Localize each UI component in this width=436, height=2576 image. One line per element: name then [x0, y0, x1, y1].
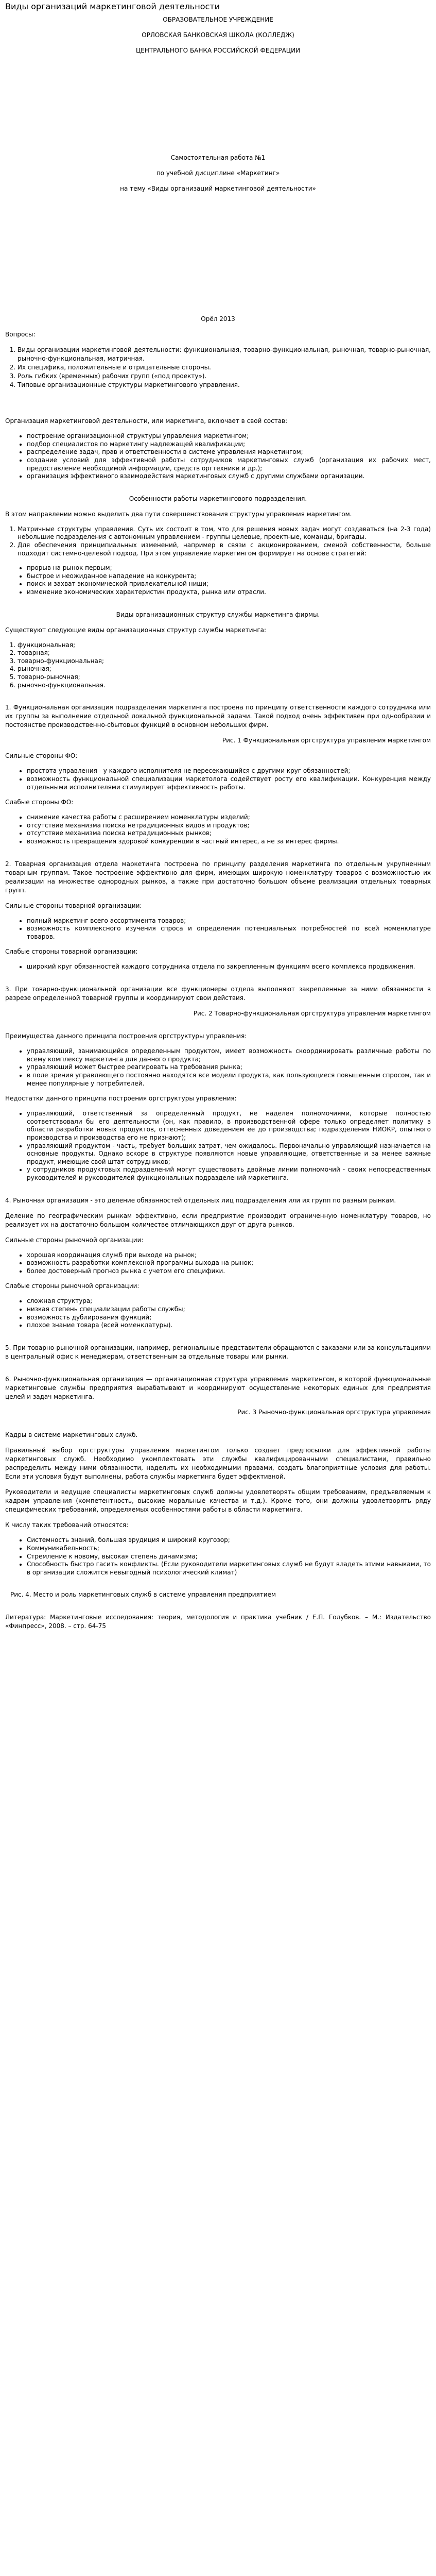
list-item: • отсутствие механизма поиска нетрадиционных видов и продуктов; [27, 822, 431, 830]
intro-list [5, 432, 431, 481]
list-item: • простота управления - у каждого исполнителя не пересекающийся с другими круг обязанностей; [27, 767, 431, 775]
functional-paragraph: 1. Функциональная организация подразделения маркетинга построена по принципу ответственности каждого сотрудника или их группы за выполнение отдельной локальной функциональной задачи. Такой подход очень эффективен при однообразии и постоянстве производственно-сбытовых функций в основном небольших фирм. [5, 704, 431, 729]
advantages-title: Преимущества данного принципа построения оргструктуры управления: [5, 1032, 247, 1040]
city-year: Орёл 2013 [201, 315, 235, 323]
list-item: 6. рыночно-функциональная. [18, 682, 431, 690]
work-discipline: по учебной дисциплине «Маркетинг» [156, 169, 280, 177]
sec2-list [5, 641, 431, 690]
list-item: • изменение экономических характеристик продукта, рынка или отрасли. [27, 588, 431, 597]
disadvantages-title: Недостатки данного принципа построения оргструктуры управления: [5, 1095, 237, 1103]
list-item: • возможность превращения здоровой конкуренции в частный интерес, а не за интерес фирмы. [27, 838, 431, 846]
list-item: 3. товарно-функциональная; [18, 657, 431, 666]
list-item: 4. рыночная; [18, 665, 431, 673]
list-item: 4. Типовые организационные структуры маркетингового управления. [18, 381, 431, 389]
requirements-title: К числу таких требований относятся: [5, 1521, 129, 1529]
list-item: • отсутствие механизма поиска нетрадиционных рынков; [27, 829, 431, 838]
strengths-title: Сильные стороны товарной организации: [5, 902, 142, 909]
list-item: • полный маркетинг всего ассортимента товаров; [27, 917, 431, 925]
section-title: Особенности работы маркетингового подразделения. [129, 495, 307, 502]
requirements-list [5, 1536, 431, 1577]
goods-functional-paragraph: 3. При товарно-функциональной организации все функционеры отдела выполняют закрепленные за ними обязанности в разрезе определенной товарной группы и координируют свои действия. [5, 986, 431, 1002]
list-item: • возможность функциональной специализации маркетолога содействует росту его квалификации. Конкуренция между отдельными исполнителями стимулирует эффективность работы. [27, 775, 431, 791]
strengths-list [5, 1251, 431, 1276]
list-item: 5. товарно-рыночная; [18, 673, 431, 682]
market-paragraph-2: Деление по географическим рынкам эффективно, если предприятие производит ограниченную номенклатуру товаров, но реализует их на достаточно большом количестве отличающихся друг от друга рынков. [5, 1212, 431, 1228]
market-functional-paragraph: 6. Рыночно-функциональная организация — организационная структура управления маркетингом, в которой функциональные маркетинговые службы предприятия вырабатывают и координируют осуществление некоторых единых для предприятия целей и задач маркетинга. [5, 1375, 431, 1400]
institution-line: ОБРАЗОВАТЕЛЬНОЕ УЧРЕЖДЕНИЕ [163, 15, 273, 23]
sec1-list [5, 526, 431, 557]
sec1-sublist [5, 564, 431, 596]
list-item: • хорошая координация служб при выходе на рынок; [27, 1251, 431, 1260]
strengths-title: Сильные стороны рыночной организации: [5, 1236, 144, 1244]
weaknesses-list [5, 963, 431, 971]
list-item: 1. Виды организации маркетинговой деятельности: функциональная, товарно-функциональная, рыночная, товарно-рыночная, рыночно-функциональная, матричная. [18, 346, 431, 363]
weaknesses-title: Слабые стороны товарной организации: [5, 948, 138, 956]
advantages-list [5, 1047, 431, 1088]
strengths-list [5, 767, 431, 791]
intro-paragraph: Организация маркетинговой деятельности, или маркетинга, включает в свой состав: [5, 417, 288, 425]
institution-line: ОРЛОВСКАЯ БАНКОВСКАЯ ШКОЛА (КОЛЛЕДЖ) [142, 31, 294, 39]
institution-header [5, 15, 431, 55]
weaknesses-list [5, 1297, 431, 1329]
section-paragraph: В этом направлении можно выделить два пути совершенствования структуры управления маркетингом. [5, 510, 352, 518]
weaknesses-list [5, 814, 431, 845]
list-item: • в поле зрения управляющего постоянно находятся все модели продукта, как пользующиеся повышенным спросом, так и менее популярные у потребителей. [27, 1072, 431, 1088]
strengths-list [5, 917, 431, 941]
weaknesses-title: Слабые стороны ФО: [5, 799, 74, 806]
list-item: • построение организационной структуры управления маркетингом; [27, 432, 431, 440]
work-number: Самостоятельная работа №1 [170, 154, 266, 161]
document-title: Виды организаций маркетинговой деятельности [5, 2, 220, 11]
figure-caption: Рис. 4. Место и роль маркетинговых служб в системе управления предприятием [10, 1591, 276, 1599]
disadvantages-list [5, 1110, 431, 1182]
list-item: • плохое знание товара (всей номенклатуры). [27, 1321, 431, 1330]
list-item: • низкая степень специализации работы службы; [27, 1306, 431, 1314]
institution-line: ЦЕНТРАЛЬНОГО БАНКА РОССИЙСКОЙ ФЕДЕРАЦИИ [135, 46, 301, 54]
list-item: • управляющий продуктом - часть, требует больших затрат, чем ожидалось. Первоначально управляющий назначается на основные продукты. Однако вскоре в структуре появляются новые управляющие, ответственные и за менее важные продукт, имеющие свой штат сотрудников; [27, 1142, 431, 1166]
figure-caption: Рис. 2 Товарно-функциональная оргструктура управления маркетингом [193, 1010, 431, 1018]
list-item: • Системность знаний, большая эрудиция и широкий кругозор; [27, 1536, 431, 1545]
section-paragraph: Существуют следующие виды организационных структур службы маркетинга: [5, 626, 267, 634]
strengths-title: Сильные стороны ФО: [5, 752, 78, 760]
list-item: • возможность комплексного изучения спроса и определения потенциальных потребностей по всей номенклатуре товаров. [27, 925, 431, 941]
list-item: • создание условий для эффективной работы сотрудников маркетинговых служб (организация их рабочих мест, предоставление необходимой информации, средств оргтехники и др.); [27, 456, 431, 472]
list-item: • возможность разработки комплексной программы выхода на рынок; [27, 1259, 431, 1267]
section-title: Виды организационных структур службы маркетинга фирмы. [116, 611, 320, 618]
staff-paragraph-2: Руководители и ведущие специалисты маркетинговых служб должны удовлетворять общим требованиям, предъявляемым к кадрам управления (компетентность, высокие моральные качества и т.д.). Кроме того, они должны удовлетворять ряду специфических требований, определяемых особенностями работы в области маркетинга. [5, 1488, 431, 1514]
list-item: • снижение качества работы с расширением номенклатуры изделий; [27, 814, 431, 822]
list-item: 2. товарная; [18, 649, 431, 657]
list-item: 1. Матричные структуры управления. Суть их состоит в том, что для решения новых задач могут создаваться (на 2-3 года) небольшие подразделения с автономным управлением - группы целевые, проектные, команды, бригады. [18, 526, 431, 541]
list-item: • Способность быстро гасить конфликты. (Если руководители маркетинговых служб не будут владеть этими навыками, то в организации сложится невыгодный психологический климат) [27, 1561, 431, 1577]
list-item: • сложная структура; [27, 1297, 431, 1306]
list-item: • управляющий может быстрее реагировать на требования рынка; [27, 1063, 431, 1072]
list-item: 2. Их специфика, положительные и отрицательные стороны. [18, 363, 431, 372]
goods-market-paragraph: 5. При товарно-рыночной организации, например, региональные представители обращаются с заказами или за консультациями в центральный офис к менеджерам, ответственным за отдельные товары или рынки. [5, 1344, 431, 1360]
market-paragraph: 4. Рыночная организация - это деление обязанностей отдельных лиц подразделения или их групп по разным рынкам. [5, 1196, 396, 1204]
weaknesses-title: Слабые стороны рыночной организации: [5, 1282, 139, 1290]
work-title-block [5, 154, 431, 193]
list-item: • поиск и захват экономической привлекательной ниши; [27, 580, 431, 588]
literature: Литература: Маркетинговые исследования: теория, методология и практика учебник / Е.П. Голубков. – М.: Издательство «Финпресс», 2008. – стр. 64-75 [5, 1614, 431, 1630]
questions-title: Вопросы: [5, 330, 36, 338]
list-item: • прорыв на рынок первым; [27, 564, 431, 572]
list-item: • более достоверный прогноз рынка с учетом его специфики. [27, 1267, 431, 1276]
list-item: 3. Роль гибких (временных) рабочих групп («под проекту»). [18, 372, 431, 381]
list-item: • управляющий, ответственный за определенный продукт, не наделен полномочиями, которые полностью соответствовали бы его деятельности (он, как правило, в производственной сфере только определяет политику в области разработки новых продуктов, оттесненных доведением ее до производства; подразделения НИОКР, опытного производства и производства его не признают); [27, 1110, 431, 1142]
list-item: • быстрое и неожиданное нападение на конкурента; [27, 572, 431, 581]
questions-list [5, 346, 431, 389]
list-item: • широкий круг обязанностей каждого сотрудника отдела по закрепленным функциям всего комплекса продвижения. [27, 963, 431, 971]
staff-title: Кадры в системе маркетинговых служб. [5, 1431, 138, 1439]
list-item: • у сотрудников продуктовых подразделений могут существовать двойные линии полномочий - своих непосредственных руководителей и руководителей функциональных подразделений маркетинга. [27, 1166, 431, 1182]
list-item: • управляющий, занимающийся определенным продуктом, имеет возможность скоординировать различные работы по всему комплексу маркетинга для данного продукта; [27, 1047, 431, 1063]
list-item: • организация эффективного взаимодействия маркетинговых служб с другими службами организации. [27, 472, 431, 481]
goods-paragraph: 2. Товарная организация отдела маркетинга построена по принципу разделения маркетинга по отдельным укрупненным товарным группам. Такое построение эффективно для фирм, имеющих широкую номенклатуру товаров с возможностью их реализации на множестве однородных рынков, а также при достаточно большом объеме реализации отдельных товарных групп. [5, 860, 431, 894]
list-item: • Коммуникабельность; [27, 1545, 431, 1553]
figure-caption: Рис. 3 Рыночно-функциональная оргструктура управления [237, 1409, 431, 1416]
list-item: • подбор специалистов по маркетингу надлежащей квалификации; [27, 440, 431, 449]
list-item: • возможность дублирования функций; [27, 1314, 431, 1322]
staff-paragraph: Правильный выбор оргструктуры управления маркетингом только создает предпосылки для эффективной работы маркетинговых служб. Необходимо укомплектовать эти службы квалифицированными специалистами, правильно распределить между ними обязанности, наделить их необходимыми правами, создать благоприятные условия для работы. Если эти условия будут выполнены, работа службы маркетинга будет эффективной. [5, 1447, 431, 1481]
list-item: 2. Для обеспечения принципиальных изменений, например в связи с акционированием, сменой собственности, больше подходит системно-целевой подход. При этом управление маркетингом формирует на основе стратегий: [18, 541, 431, 557]
figure-caption: Рис. 1 Функциональная оргструктура управления маркетингом [222, 737, 431, 744]
list-item: • распределение задач, прав и ответственности в системе управления маркетингом; [27, 448, 431, 456]
list-item: 1. функциональная; [18, 641, 431, 650]
work-topic: на тему «Виды организаций маркетинговой деятельности» [120, 184, 316, 192]
list-item: • Стремление к новому, высокая степень динамизма; [27, 1553, 431, 1561]
